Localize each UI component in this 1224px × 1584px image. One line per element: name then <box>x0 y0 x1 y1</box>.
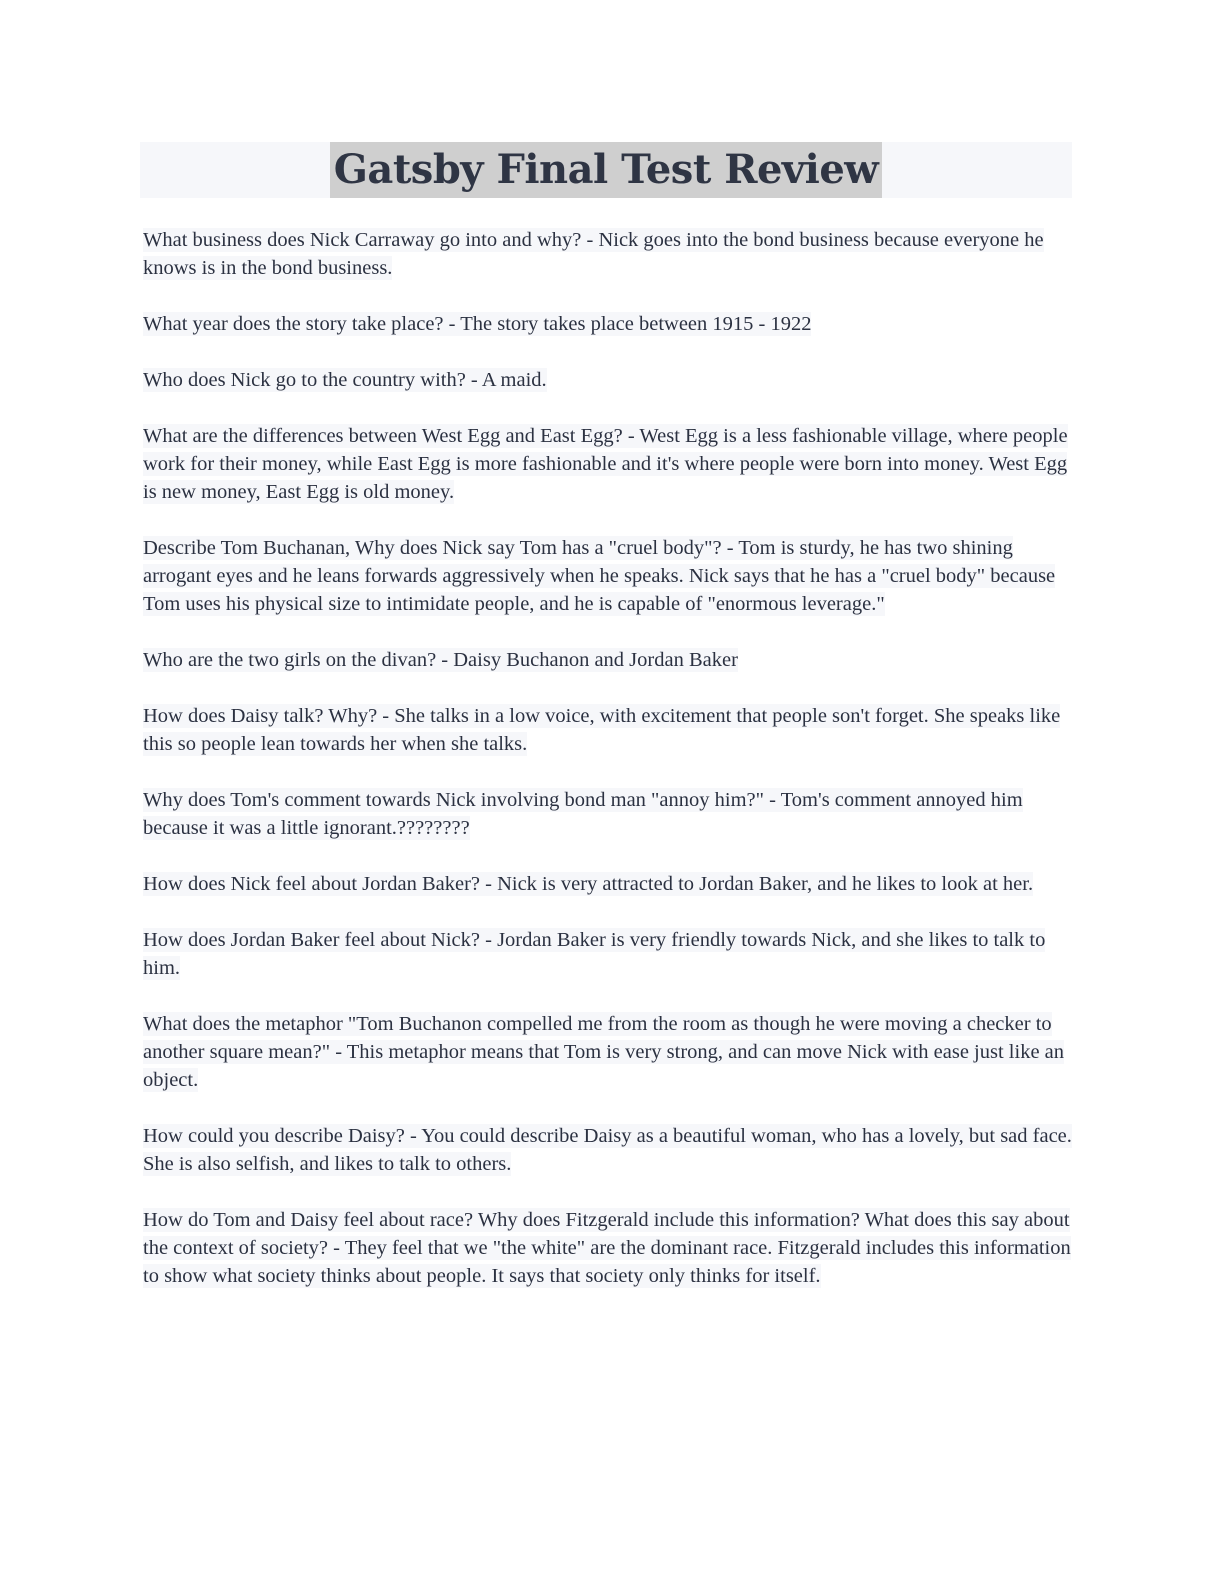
qa-item <box>143 366 1078 394</box>
qa-item <box>143 310 1078 338</box>
qa-text: Who are the two girls on the divan? - Daisy Buchanon and Jordan Baker <box>143 649 738 671</box>
qa-text: How do Tom and Daisy feel about race? Why does Fitzgerald include this information? What does this say about the context of society? - They feel that we "the white" are the dominant race. Fitzgerald includes this information to show what society thinks about people. It says that society only thinks for itself. <box>143 1209 1071 1287</box>
qa-item <box>143 534 1078 618</box>
page-title: Gatsby Final Test Review <box>330 142 882 198</box>
qa-item <box>143 1010 1078 1094</box>
qa-item <box>143 226 1078 282</box>
qa-item <box>143 646 1078 674</box>
qa-text: How does Jordan Baker feel about Nick? - Jordan Baker is very friendly towards Nick, and she likes to talk to him. <box>143 929 1046 979</box>
qa-item <box>143 702 1078 758</box>
qa-item <box>143 926 1078 982</box>
qa-text: What year does the story take place? - The story takes place between 1915 - 1922 <box>143 313 812 335</box>
qa-item <box>143 422 1078 506</box>
title-band <box>140 142 1072 198</box>
qa-text: How does Nick feel about Jordan Baker? - Nick is very attracted to Jordan Baker, and he likes to look at her. <box>143 873 1034 895</box>
qa-text: Why does Tom's comment towards Nick involving bond man "annoy him?" - Tom's comment annoyed him because it was a little ignorant.???????? <box>143 789 1023 839</box>
qa-text: What business does Nick Carraway go into and why? - Nick goes into the bond business because everyone he knows is in the bond business. <box>143 229 1044 279</box>
qa-item <box>143 870 1078 898</box>
qa-item <box>143 1206 1078 1290</box>
qa-text: Describe Tom Buchanan, Why does Nick say Tom has a "cruel body"? - Tom is sturdy, he has two shining arrogant eyes and he leans forwards aggressively when he speaks. Nick says that he has a "cruel body" because Tom uses his physical size to intimidate people, and he is capable of "enormous leverage." <box>143 537 1056 615</box>
qa-text: How does Daisy talk? Why? - She talks in a low voice, with excitement that people son't forget. She speaks like this so people lean towards her when she talks. <box>143 705 1061 755</box>
qa-item <box>143 1122 1078 1178</box>
qa-text: What does the metaphor "Tom Buchanon compelled me from the room as though he were moving a checker to another square mean?" - This metaphor means that Tom is very strong, and can move Nick with ease just like an object. <box>143 1013 1065 1091</box>
qa-text: Who does Nick go to the country with? - A maid. <box>143 369 547 391</box>
qa-text: How could you describe Daisy? - You could describe Daisy as a beautiful woman, who has a lovely, but sad face. She is also selfish, and likes to talk to others. <box>143 1125 1072 1175</box>
qa-list <box>143 226 1078 1318</box>
qa-text: What are the differences between West Egg and East Egg? - West Egg is a less fashionable village, where people work for their money, while East Egg is more fashionable and it's where people were born into money. West Egg is new money, East Egg is old money. <box>143 425 1068 503</box>
qa-item <box>143 786 1078 842</box>
